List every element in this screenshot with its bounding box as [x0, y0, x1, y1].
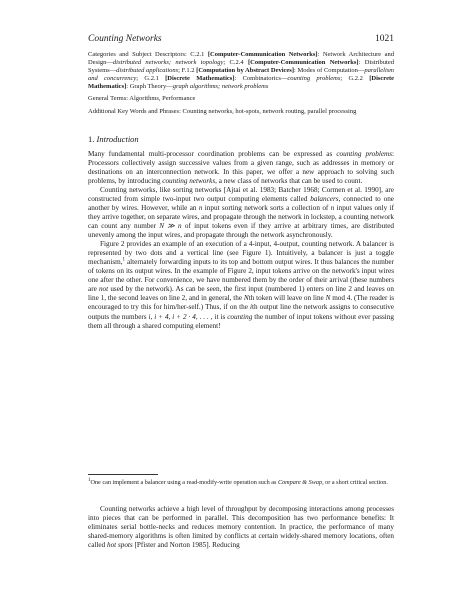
keywords: Additional Key Words and Phrases: Counting networks, hot-spots, network routing, parallel processing [88, 107, 357, 115]
text-segment: Counting networks, like sorting networks [Ajtai et al. 1983; Batcher 1968; Cormen et al. 1990], are constructed from simple two-input two output computing elements called [88, 185, 394, 203]
text-segment: [Pfister and Norton 1985]. Reducing [132, 541, 240, 550]
text-segment: , connected to one another by wires. However, while an [88, 194, 394, 212]
text-segment: N [243, 294, 249, 303]
text-segment: [Computer-Communication Networks] [207, 51, 318, 58]
text-segment: used by the network). As can be seen, the first input (numbered 1) enters on line 2 and leaves on line 1, the second leaves on line 2, and in general, the [88, 285, 394, 303]
general-terms: General Terms: Algorithms, Performance [88, 95, 196, 103]
text-segment: Figure 2 provides an example of an execution of a 4-input, 4-output, counting network. A balancer is represented by two dots and a vertical line (see Figure 1). Intuitively, a balancer is just a toggle mechanism, [88, 240, 394, 267]
text-segment: Many fundamental multi-processor coordination problems can be expressed as [88, 149, 337, 158]
text-segment: , a new class of networks that can be used to count. [215, 176, 363, 185]
text-segment: 1 [122, 257, 126, 263]
text-segment: not [98, 285, 109, 294]
paragraph-1 [88, 150, 394, 186]
text-segment: i [249, 303, 252, 312]
text-segment: : Graph Theory— [126, 83, 173, 91]
footnote-rule [88, 474, 158, 475]
section-number: 1. [88, 133, 95, 144]
text-segment: : Modes of Computation— [294, 67, 365, 75]
text-segment: 1 [88, 477, 91, 483]
text-segment: C.2.1 [190, 51, 208, 58]
text-segment: Compare & Swap [277, 479, 323, 486]
text-segment: [Discrete Mathematics] [88, 75, 394, 91]
text-segment: [Computer-Communication Networks] [247, 59, 359, 67]
text-segment: counting networks [162, 176, 216, 185]
text-segment: it is [212, 312, 228, 321]
paragraph-2 [88, 186, 394, 240]
text-segment: th output line the network assigns to consecutive outputs the numbers [88, 303, 394, 321]
text-segment: N ≫ n [159, 222, 182, 231]
text-segment: : Distributed Systems— [88, 59, 394, 75]
text-segment: : Network Architecture and Design— [88, 51, 395, 67]
text-segment: th token will leave on line [248, 294, 326, 303]
text-segment: [Discrete Mathematics] [165, 75, 235, 83]
page-number: 1021 [375, 34, 394, 44]
text-segment: input values only if they arrive together, on separate wires, and propagate through the network in lockstep, a counting network can count any number [88, 203, 394, 231]
page-body [88, 34, 394, 331]
text-segment: : Processors collectively assign successive values from a given range, such as addresses in memory or destinations on an interconnection network. In this paper, we offer a new approach to solving such problems, by introducing [88, 149, 395, 185]
categories-label: Categories and Subject Descriptors: [88, 51, 187, 58]
text-segment: parallelism and concurrency [88, 67, 395, 83]
text-segment: n [198, 203, 203, 212]
paragraph-4 [88, 505, 394, 550]
text-segment: graph algorithms; network problems [172, 83, 269, 91]
paragraph-4-container [88, 505, 394, 550]
text-segment: , or a short critical section. [322, 479, 388, 486]
text-segment: Counting networks achieve a high level of throughput by decomposing interactions among processes into pieces that can be performed in parallel. This decomposition has two performance benefits: It eliminates serial bottle-necks and reduces memory contention. In practice, the performance of many shared-memory algorithms is often limited by conflicts at certain widely-shared memory locations, often called [88, 505, 394, 550]
text-segment: mod 4. (The reader is encouraged to try this for him/her-self.) Thus, if on the [88, 294, 394, 312]
paragraph-3 [88, 240, 394, 330]
text-segment: [Computation by Abstract Devices] [196, 67, 294, 75]
text-segment: ; F.1.2 [178, 67, 197, 75]
text-segment: N [325, 294, 331, 303]
text-segment: i, i + 4, i + 2 · 4, . . . , [148, 312, 213, 321]
text-segment: One can implement a balancer using a read-modify-write operation such as [90, 479, 278, 486]
text-segment: of input tokens even if they arrive at arbitrary times, are distributed unevenly among the input wires, and propagate through the network asynchronously. [88, 222, 394, 240]
text-segment: : Combinatorics— [234, 75, 288, 83]
footnote [88, 479, 394, 487]
section-heading [88, 134, 394, 144]
text-segment: the number of input tokens without ever passing them all through a shared computing element! [88, 312, 394, 330]
text-segment: ; C.2.4 [223, 59, 248, 67]
text-segment: hot spots [106, 541, 133, 550]
section-title: Introduction [96, 133, 139, 144]
text-segment: distributed applications [116, 67, 179, 75]
text-segment: counting problems [287, 75, 341, 83]
text-segment: balancers [310, 194, 339, 203]
text-segment: counting [227, 312, 253, 321]
text-segment: alternately forwarding inputs to its top and bottom output wires. It thus balances the number of tokens on its output wires. In the example of Figure 2, input tokens arrive on the network's input wires one after the other. For convenience, we have numbered them by the order of their arrival (these numbers are [88, 258, 394, 294]
text-segment: counting problems [336, 149, 393, 158]
text-segment: distributed networks; network topology [112, 59, 224, 67]
text-segment: ; G.2.1 [136, 75, 166, 83]
categories-paragraph [88, 51, 394, 91]
text-segment: n [330, 203, 335, 212]
running-header [88, 34, 394, 44]
running-title: Counting Networks [88, 34, 162, 44]
text-segment: ; G.2.2 [340, 75, 370, 83]
text-segment: input sorting network sorts a collection of [202, 203, 331, 212]
